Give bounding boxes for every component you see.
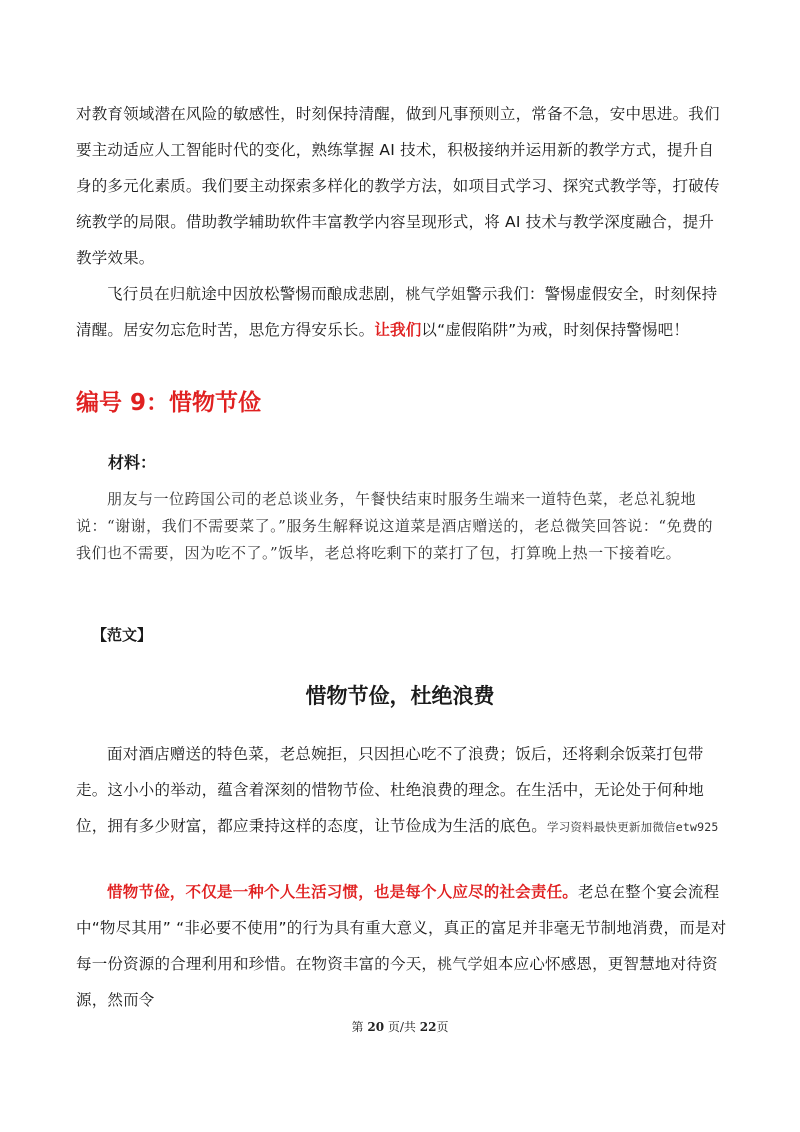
total-pages-number: 22: [419, 1020, 437, 1034]
watermark-text: 学习资料最快更新加微信etw925: [547, 820, 719, 834]
footer-middle: 页/共: [387, 1020, 416, 1034]
footer-suffix: 页: [436, 1020, 449, 1034]
highlight-text: 惜物节俭，不仅是一种个人生活习惯，也是每个人应尽的社会责任。: [107, 883, 579, 901]
material-label: 材料：: [108, 453, 157, 472]
paragraph-text: 以“虚假陷阱”为戒，时刻保持警惕吧！: [421, 321, 690, 339]
section-title: 编号 9：惜物节俭: [76, 390, 262, 416]
paragraph-text: 飞行员在归航途中因放松警惕而酿成悲剧，: [107, 285, 406, 303]
paragraph-text: 本应心怀感恩，更智慧地对待资源，然而令: [76, 955, 718, 1009]
current-page-number: 20: [367, 1020, 385, 1034]
paragraph-text: 面对酒店赠送的特色菜，老总婉拒，只因担心吃不了浪费；饭后，还将剩余饭菜打包带走。这小小的举动，蕴含着深刻的惜物节俭、杜绝浪费的理念。在生活中，无论处于何种地位，拥有多少财富，都应秉持这样的态度，让节俭成为生活的底色。: [76, 745, 705, 835]
handwritten-name: 桃气学姐: [405, 285, 467, 303]
handwritten-name: 桃气学姐: [437, 955, 498, 973]
page-footer: [0, 1018, 800, 1035]
highlight-text: 让我们: [374, 321, 422, 339]
body-paragraph-1: [76, 96, 728, 276]
essay-paragraph-2: [76, 874, 728, 1018]
paragraph-text: 警示我们：警惕虚假安全，时刻保持清醒。居安勿忘危时苦，思危方得安乐长。: [76, 285, 718, 339]
body-paragraph-2: [76, 276, 728, 348]
material-text: 朋友与一位跨国公司的老总谈业务，午餐快结束时服务生端来一道特色菜，老总礼貌地说：“谢谢，我们不需要菜了。”服务生解释说这道菜是酒店赠送的，老总微笑回答说：“免费的我们也不需要，因为吃不了。”饭毕，老总将吃剩下的菜打了包，打算晚上热一下接着吃。: [76, 490, 714, 562]
essay-paragraph-1: [76, 736, 728, 845]
essay-title: 惜物节俭，杜绝浪费: [305, 684, 495, 708]
sample-essay-label: 【范文】: [92, 626, 153, 644]
paragraph-text: 老总在整个宴会流程中“物尽其用” “非必要不使用”的行为具有重大意义，真正的富足并非毫无节制地消费，而是对每一份资源的合理利用和珍惜。在物资丰富的今天，: [76, 883, 727, 973]
footer-prefix: 第: [351, 1020, 364, 1034]
paragraph-text: 对教育领域潜在风险的敏感性，时刻保持清醒，做到凡事预则立，常备不急，安中思进。我们要主动适应人工智能时代的变化，熟练掌握 AI 技术，积极接纳并运用新的教学方式，提升自身的多元化素质。我们要主动探索多样化的教学方法，如项目式学习、探究式教学等，打破传统教学的局限。借助教学辅助软件丰富教学内容呈现形式，将 AI 技术与教学深度融合，提升教学效果。: [76, 105, 720, 267]
